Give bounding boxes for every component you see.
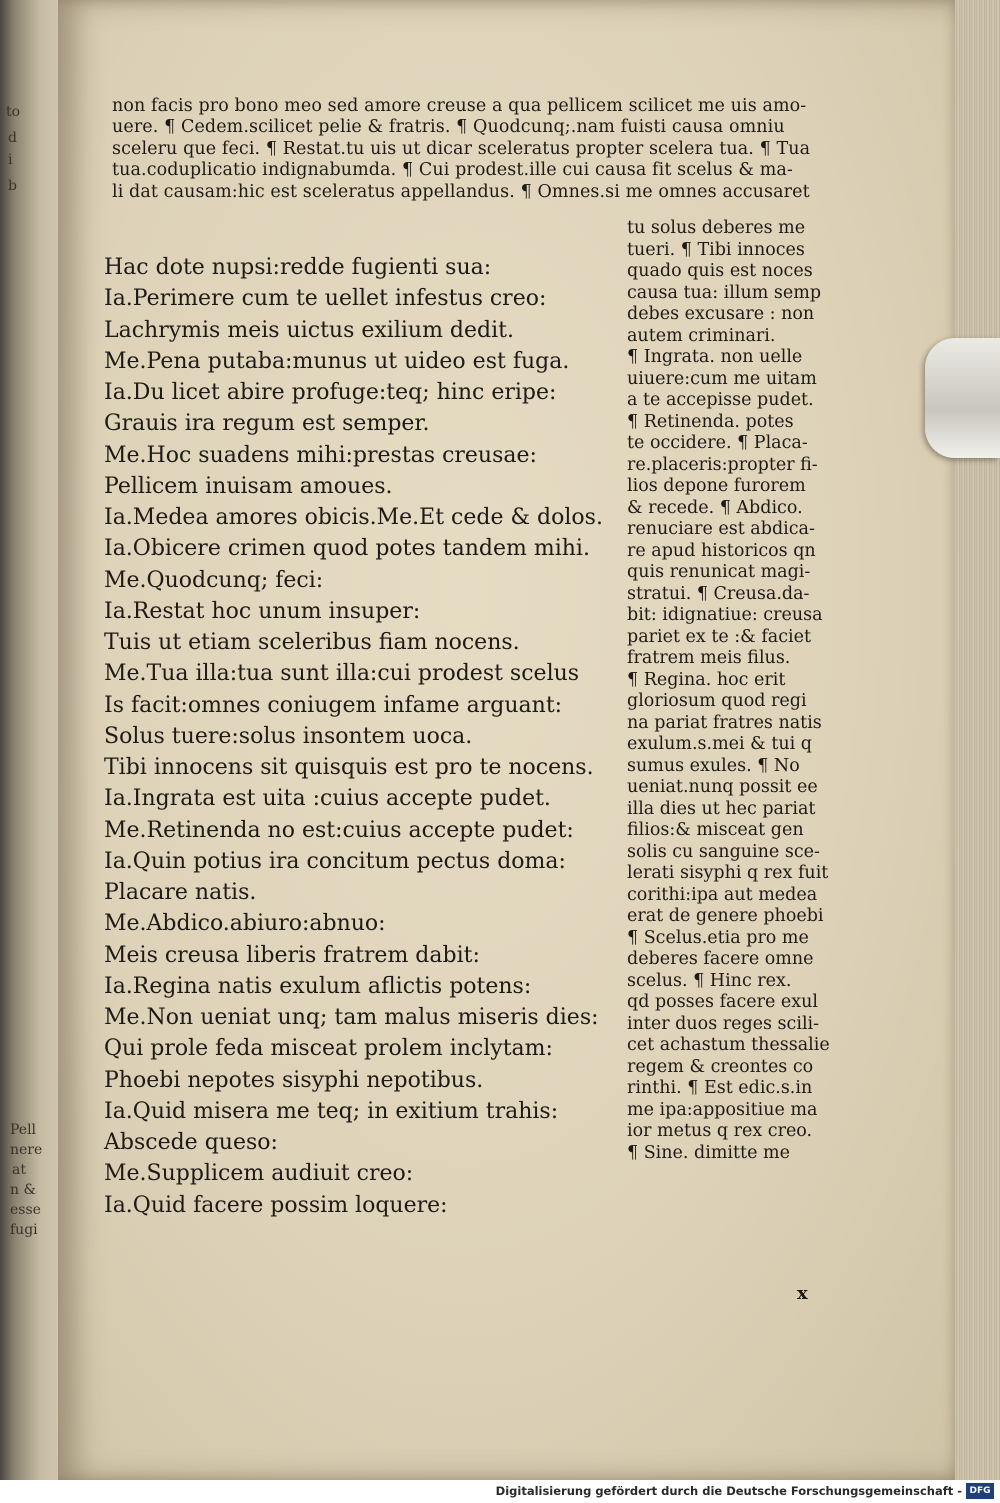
- left-margin-fragment: n &: [10, 1182, 36, 1198]
- side-commentary-line: ¶ Scelus.etia pro me: [627, 927, 809, 948]
- side-commentary-line: scelus. ¶ Hinc rex.: [627, 970, 792, 991]
- side-commentary-line: quado quis est noces: [627, 261, 813, 281]
- page-clip: [925, 338, 1000, 458]
- side-commentary-line: te occidere. ¶ Placa-: [627, 433, 808, 453]
- verse-line: Grauis ira regum est semper.: [104, 411, 430, 437]
- verse-line: Placare natis.: [104, 880, 257, 905]
- side-commentary-line: inter duos reges scili-: [627, 1013, 820, 1034]
- verse-line: Me.Non ueniat unq; tam malus miseris dies:: [104, 1005, 599, 1030]
- side-commentary-line: corithi:ipa aut medea: [627, 884, 818, 905]
- commentary-line: tua.coduplicatio indignabumda. ¶ Cui prodest.ille cui causa fit scelus & ma-: [112, 160, 793, 181]
- commentary-line: uere. ¶ Cedem.scilicet pelie & fratris. ¶ Quodcunq;.nam fuisti causa omniu: [112, 117, 785, 138]
- side-commentary-line: renuciare est abdica-: [627, 519, 815, 539]
- verse-line: Is facit:omnes coniugem infame arguant:: [104, 692, 563, 718]
- side-commentary-line: gloriosum quod regi: [627, 691, 807, 711]
- verse-line: Lachrymis meis uictus exilium dedit.: [104, 317, 514, 343]
- page-stack-edge: [955, 0, 1000, 1480]
- side-commentary-line: ¶ Sine. dimitte me: [627, 1142, 790, 1163]
- verse-line: Ia.Regina natis exulum aflictis potens:: [104, 973, 532, 999]
- side-commentary-line: lios depone furorem: [627, 476, 806, 496]
- verse-line: Qui prole feda misceat prolem inclytam:: [104, 1036, 553, 1062]
- verse-line: Me.Tua illa:tua sunt illa:cui prodest scelus: [104, 661, 580, 687]
- verse-line: Ia.Restat hoc unum insuper:: [104, 598, 421, 624]
- side-commentary-line: causa tua: illum semp: [627, 282, 822, 303]
- left-margin-fragment: fugi: [10, 1222, 38, 1238]
- left-margin-fragment: at: [12, 1162, 26, 1178]
- side-commentary-line: lerati sisyphi q rex fuit: [627, 863, 829, 883]
- left-margin-fragment: d: [8, 130, 17, 146]
- side-commentary-line: ¶ Retinenda. potes: [627, 411, 794, 432]
- side-commentary-line: solis cu sanguine sce-: [627, 841, 820, 862]
- side-commentary-line: ¶ Regina. hoc erit: [627, 669, 786, 690]
- side-commentary-line: & recede. ¶ Abdico.: [627, 497, 803, 518]
- verse-line: Me.Retinenda no est:cuius accepte pudet:: [104, 817, 574, 843]
- side-commentary-line: quis renunicat magi-: [627, 562, 811, 582]
- side-commentary-line: ior metus q rex creo.: [627, 1121, 813, 1141]
- verse-line: Abscede queso:: [104, 1130, 278, 1155]
- side-commentary-line: stratui. ¶ Creusa.da-: [627, 583, 810, 604]
- left-margin-fragment: b: [8, 178, 17, 194]
- verse-line: Tibi innocens sit quisquis est pro te nocens.: [104, 755, 594, 780]
- signature-mark: x: [797, 1283, 808, 1304]
- side-commentary-line: filios:& misceat gen: [627, 820, 804, 840]
- side-commentary-line: sumus exules. ¶ No: [627, 755, 800, 776]
- side-commentary-line: regem & creontes co: [627, 1056, 814, 1077]
- left-margin-fragment: Pell: [10, 1122, 37, 1138]
- side-commentary-line: debes excusare : non: [627, 304, 815, 324]
- verse-line: Ia.Ingrata est uita :cuius accepte pudet.: [104, 786, 551, 812]
- verse-line: Ia.Du licet abire profuge:teq; hinc eripe:: [104, 380, 557, 405]
- left-margin-fragment: to: [6, 104, 21, 120]
- side-commentary-line: uiuere:cum me uitam: [627, 368, 817, 389]
- commentary-line: non facis pro bono meo sed amore creuse a qua pellicem scilicet me uis amo-: [112, 96, 807, 116]
- verse-line: Me.Supplicem audiuit creo:: [104, 1161, 414, 1187]
- footer-bar: [0, 1480, 1000, 1503]
- side-commentary-line: re.placeris:propter fi-: [627, 454, 818, 475]
- side-commentary-line: me ipa:appositiue ma: [627, 1099, 818, 1120]
- side-commentary-line: rinthi. ¶ Est edic.s.in: [627, 1078, 813, 1098]
- verse-line: Me.Pena putaba:munus ut uideo est fuga.: [104, 348, 570, 374]
- side-commentary-line: bit: idignatiue: creusa: [627, 605, 823, 625]
- side-commentary-line: re apud historicos qn: [627, 540, 816, 561]
- verse-line: Tuis ut etiam sceleribus fiam nocens.: [104, 630, 520, 655]
- verse-line: Ia.Quid facere possim loquere:: [104, 1192, 448, 1218]
- verse-line: Ia.Quin potius ira concitum pectus doma:: [104, 848, 566, 874]
- side-commentary-line: autem criminari.: [627, 325, 776, 346]
- left-margin-fragment: i: [8, 152, 13, 168]
- side-commentary-block: [627, 218, 847, 1164]
- commentary-line: li dat causam:hic est sceleratus appellandus. ¶ Omnes.si me omnes accusaret: [112, 181, 810, 202]
- footer-credit-text: Digitalisierung gefördert durch die Deutsche Forschungsgemeinschaft -: [495, 1484, 962, 1498]
- verse-line: Solus tuere:solus insontem uoca.: [104, 723, 473, 749]
- left-margin-fragment: esse: [10, 1202, 41, 1218]
- dfg-logo-icon: DFG: [966, 1483, 994, 1499]
- side-commentary-line: ueniat.nunq possit ee: [627, 777, 818, 797]
- side-commentary-line: illa dies ut hec pariat: [627, 798, 816, 819]
- verse-line: Ia.Medea amores obicis.Me.Et cede & dolos.: [104, 505, 603, 530]
- top-commentary-block: [112, 96, 832, 203]
- side-commentary-line: fratrem meis filus.: [627, 648, 791, 668]
- side-commentary-line: pariet ex te :& faciet: [627, 626, 812, 647]
- commentary-line: sceleru que feci. ¶ Restat.tu uis ut dicar sceleratus propter scelera tua. ¶ Tua: [112, 138, 811, 159]
- side-commentary-line: na pariat fratres natis: [627, 712, 822, 733]
- left-margin-notes: [0, 100, 43, 1300]
- side-commentary-line: deberes facere omne: [627, 949, 814, 969]
- verse-line: Me.Hoc suadens mihi:prestas creusae:: [104, 442, 537, 468]
- side-commentary-line: cet achastum thessalie: [627, 1035, 830, 1055]
- verse-line: Ia.Perimere cum te uellet infestus creo:: [104, 286, 547, 312]
- verse-text-block: [104, 252, 634, 1221]
- verse-line: Me.Abdico.abiuro:abnuo:: [104, 911, 386, 937]
- verse-line: Pellicem inuisam amoues.: [104, 473, 393, 499]
- verse-line: Phoebi nepotes sisyphi nepotibus.: [104, 1067, 484, 1093]
- side-commentary-line: ¶ Ingrata. non uelle: [627, 347, 803, 367]
- verse-line: Ia.Quid misera me teq; in exitium trahis:: [104, 1098, 559, 1124]
- side-commentary-line: a te accepisse pudet.: [627, 390, 814, 410]
- side-commentary-line: exulum.s.mei & tui q: [627, 734, 812, 754]
- verse-line: Ia.Obicere crimen quod potes tandem mihi.: [104, 536, 590, 562]
- verse-line: Meis creusa liberis fratrem dabit:: [104, 942, 480, 968]
- side-commentary-line: qd posses facere exul: [627, 992, 819, 1012]
- verse-line: Hac dote nupsi:redde fugienti sua:: [104, 255, 492, 280]
- side-commentary-line: tueri. ¶ Tibi innoces: [627, 239, 805, 260]
- side-commentary-line: erat de genere phoebi: [627, 906, 824, 926]
- verse-line: Me.Quodcunq; feci:: [104, 567, 324, 593]
- side-commentary-line: tu solus deberes me: [627, 218, 806, 238]
- left-margin-fragment: nere: [10, 1142, 43, 1158]
